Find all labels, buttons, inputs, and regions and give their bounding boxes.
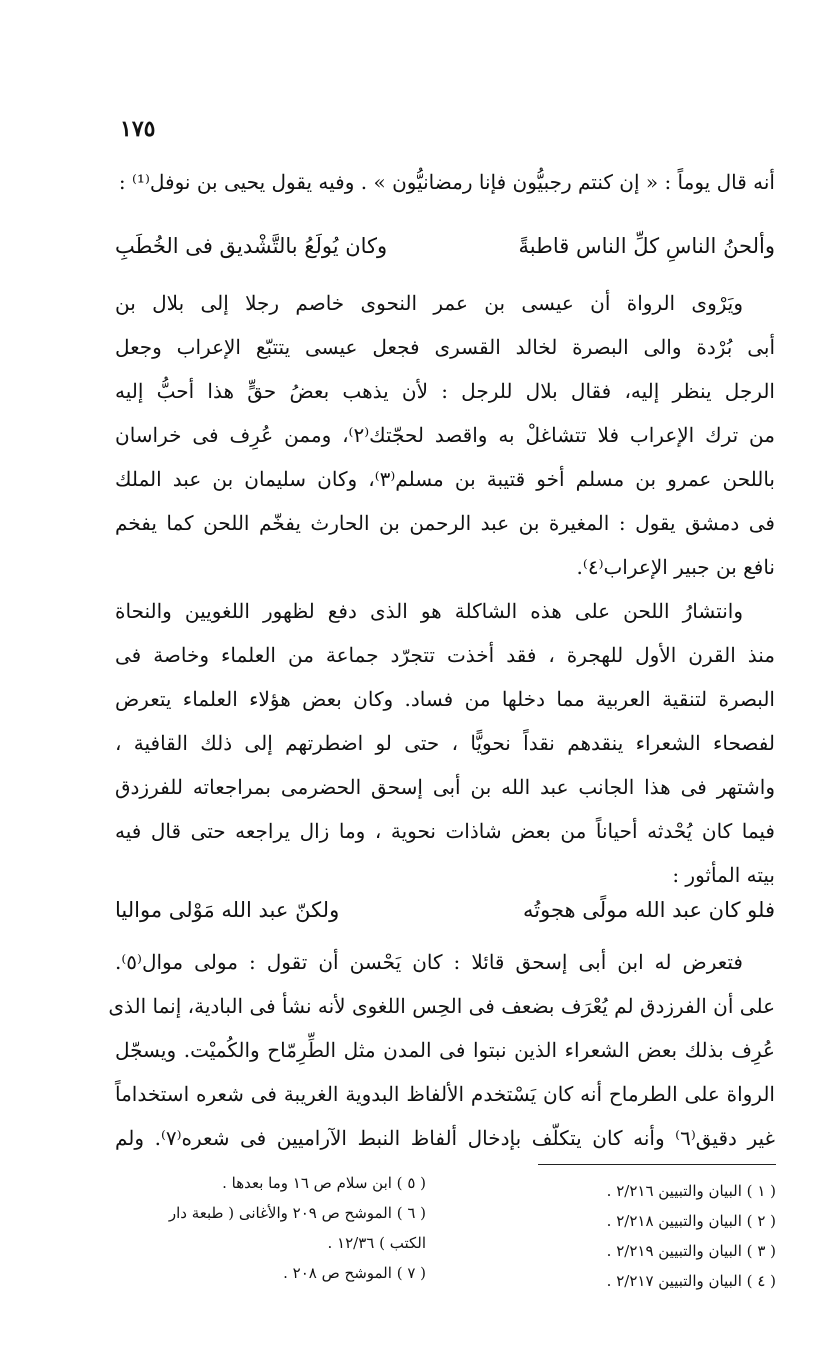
page-number: ١٧٥ bbox=[120, 116, 156, 142]
verse-2-first-hemistich: فلو كان عبد الله مولًى هجوتُه bbox=[523, 898, 775, 922]
footnote: ( ٣ ) البيان والتبيين ٢/٢١٩ . bbox=[606, 1242, 776, 1260]
text-line: من ترك الإعراب فلا تتشاغلْ به واقصد لحجّتك⁽٢⁾، وممن عُرِف فى خراسان bbox=[115, 423, 775, 447]
text-line: أنه قال يوماً : « إن كنتم رجبيُّون فإنا رمضانيُّون » . وفيه يقول يحيى بن نوفل⁽¹⁾ : bbox=[118, 170, 775, 194]
footnote: ( ٦ ) الموشح ص ٢٠٩ والأغانى ( طبعة دار bbox=[168, 1204, 426, 1222]
text-line: باللحن عمرو بن مسلم أخو قتيبة بن مسلم⁽٣⁾، وكان سليمان بن عبد الملك bbox=[115, 467, 775, 491]
text-line: فى دمشق يقول : المغيرة بن عبد الرحمن بن الحارث يفخّم اللحن كما يفخم bbox=[115, 511, 775, 535]
footnote: ( ٢ ) البيان والتبيين ٢/٢١٨ . bbox=[606, 1212, 776, 1230]
text-line: فيما كان يُحْدثه أحياناً من بعض شاذات نحوية ، وما زال يراجعه حتى قال فيه bbox=[115, 819, 775, 843]
verse-1-first-hemistich: وألحنُ الناسِ كلِّ الناس قاطبةً bbox=[518, 234, 775, 258]
footnotes-right-column bbox=[526, 1176, 776, 1296]
text-line: لفصحاء الشعراء ينقدهم نقداً نحويًّا ، حتى لو اضطرتهم إلى ذلك القافية ، bbox=[115, 731, 775, 755]
footnote: ( ٧ ) الموشح ص ٢٠٨ . bbox=[283, 1264, 426, 1282]
footnote-continuation: الكتب ) ١٢/٣٦ . bbox=[327, 1234, 426, 1252]
text-line: الرجل ينظر إليه، فقال بلال للرجل : لأن يذهب بعضُ حقٍّ هذا أحبُّ إليه bbox=[115, 379, 775, 403]
text-line: الرواة على الطرماح أنه كان يَسْتخدم الألفاظ البدوية الغريبة فى شعره استخداماً bbox=[115, 1082, 775, 1106]
verse-1 bbox=[115, 222, 775, 270]
text-line: على أن الفرزدق لم يُعْرَف بضعف فى الحِس اللغوى لأنه نشأ فى البادية، إنما الذى bbox=[108, 994, 775, 1018]
text-line: واشتهر فى هذا الجانب عبد الله بن أبى إسحق الحضرمى بمراجعاته للفرزدق bbox=[115, 775, 775, 799]
text-line: وانتشارُ اللحن على هذه الشاكلة هو الذى دفع لظهور اللغويين والنحاة bbox=[115, 599, 743, 623]
text-line: عُرِف بذلك بعض الشعراء الذين نبتوا فى المدن مثل الطِّرِمّاح والكُميْت. ويسجّل bbox=[115, 1038, 775, 1062]
verse-2-second-hemistich: ولكنّ عبد الله مَوْلى مواليا bbox=[115, 898, 340, 922]
text-line: منذ القرن الأول للهجرة ، فقد أخذت تتجرّد جماعة من العلماء وخاصة فى bbox=[115, 643, 775, 667]
text-line: البصرة لتنقية العربية مما دخلها من فساد. وكان بعض هؤلاء العلماء يتعرض bbox=[115, 687, 775, 711]
footnote: ( ١ ) البيان والتبيين ٢/٢١٦ . bbox=[606, 1182, 776, 1200]
text-line: ويَرْوى الرواة أن عيسى بن عمر النحوى خاصم رجلا إلى بلال بن bbox=[115, 291, 743, 315]
verse-2 bbox=[115, 886, 775, 934]
text-line: بيته المأثور : bbox=[672, 863, 775, 887]
text-line: غير دقيق⁽٦⁾ وأنه كان يتكلّف بإدخال ألفاظ النبط الآراميين فى شعره⁽٧⁾. ولم bbox=[115, 1126, 775, 1150]
verse-1-second-hemistich: وكان يُولَعُ بالتَّشْديق فى الخُطَبِ bbox=[115, 234, 388, 258]
text-line: أبى بُرْدة والى البصرة لخالد القسرى فجعل عيسى يتتبّع الإعراب وجعل bbox=[115, 335, 775, 359]
footnote-separator bbox=[538, 1164, 776, 1165]
footnote: ( ٤ ) البيان والتبيين ٢/٢١٧ . bbox=[606, 1272, 776, 1290]
footnotes-left-column bbox=[126, 1168, 426, 1288]
text-line: فتعرض له ابن أبى إسحق قائلا : كان يَحْسن أن تقول : مولى موال⁽٥⁾. bbox=[115, 950, 743, 974]
footnote: ( ٥ ) ابن سلام ص ١٦ وما بعدها . bbox=[222, 1174, 426, 1192]
text-line: نافع بن جبير الإعراب⁽٤⁾. bbox=[576, 555, 775, 579]
